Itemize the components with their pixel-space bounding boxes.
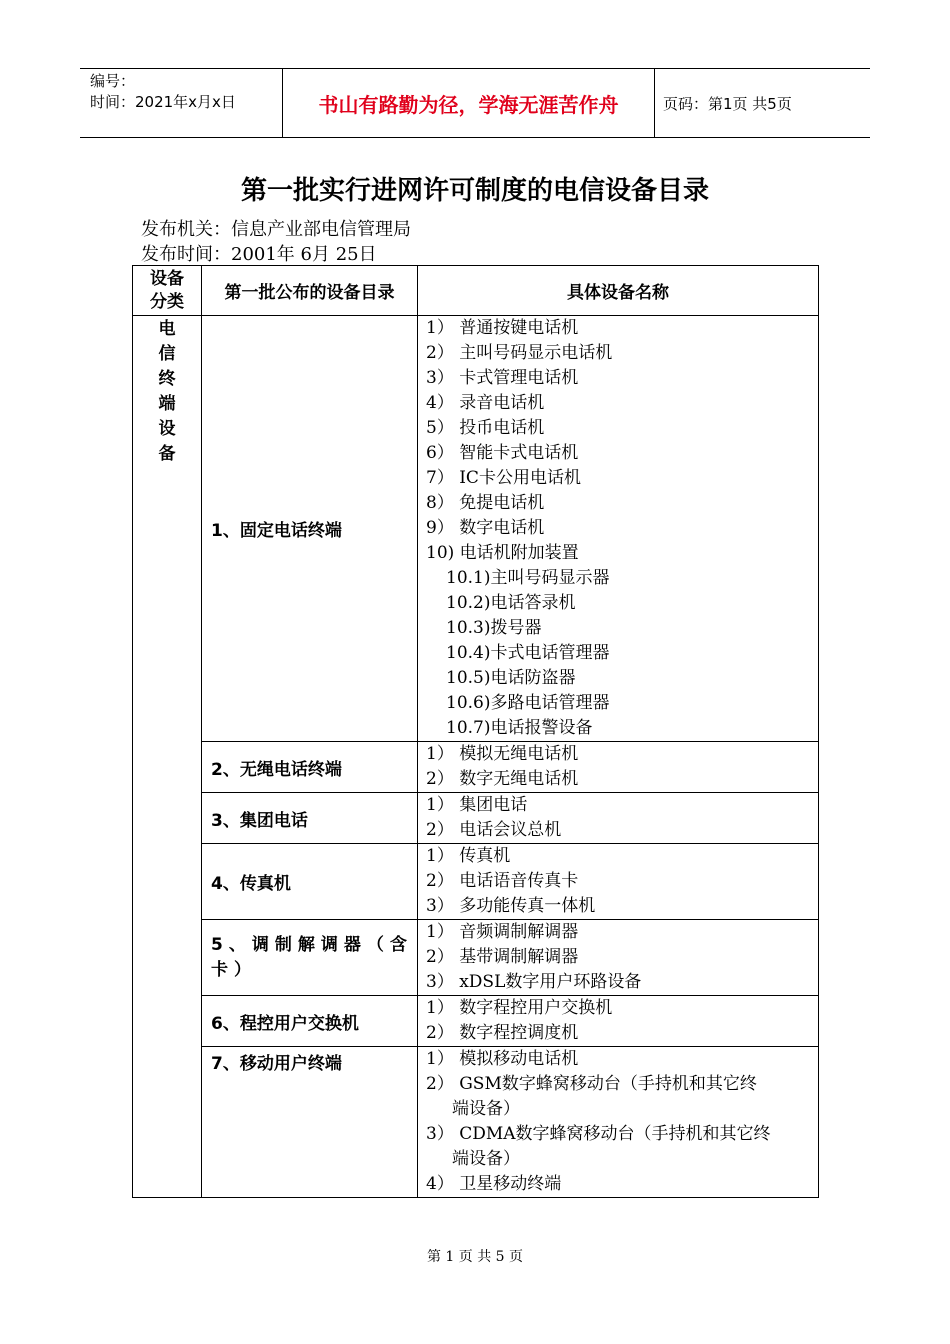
table-row xyxy=(133,316,819,742)
header-device-names: 具体设备名称 xyxy=(418,266,819,316)
document-title: 第一批实行进网许可制度的电信设备目录 xyxy=(240,176,709,206)
table-row xyxy=(133,742,819,793)
device-item: 3） xDSL数字用户环路设备 xyxy=(426,972,642,992)
directory-cell: 4、传真机 xyxy=(202,844,418,920)
header-motto: 书山有路勤为径，学海无涯苦作舟 xyxy=(282,69,655,137)
device-item: 1） 普通按键电话机 xyxy=(426,318,579,338)
device-item: 2） 电话语音传真卡 xyxy=(426,871,579,891)
issue-date: 发布时间：2001年 6月 25日 xyxy=(141,244,377,265)
device-item: 1） 音频调制解调器 xyxy=(426,922,579,942)
device-item: 2） GSM数字蜂窝移动台（手持机和其它终 xyxy=(426,1074,757,1094)
header-category xyxy=(133,266,202,316)
device-item: 3） 多功能传真一体机 xyxy=(426,896,596,916)
device-item: 10.6)多路电话管理器 xyxy=(446,693,610,713)
page-footer: 第 1 页 共 5 页 xyxy=(426,1249,524,1265)
directory-cell: 2、无绳电话终端 xyxy=(202,742,418,793)
device-item: 4） 卫星移动终端 xyxy=(426,1174,562,1194)
device-item: 8） 免提电话机 xyxy=(426,493,545,513)
device-item: 4） 录音电话机 xyxy=(426,393,545,413)
device-item: 10.3)拨号器 xyxy=(446,618,542,638)
device-item: 10.4)卡式电话管理器 xyxy=(446,643,610,663)
device-item: 5） 投币电话机 xyxy=(426,418,545,438)
device-item: 3） 卡式管理电话机 xyxy=(426,368,579,388)
issuer: 发布机关：信息产业部电信管理局 xyxy=(141,219,411,240)
device-item: 1） 传真机 xyxy=(426,846,511,866)
device-item: 端设备） xyxy=(452,1099,520,1119)
directory-cell: 5、调制解调器（含卡） xyxy=(202,920,418,996)
device-names-cell xyxy=(418,316,819,742)
header-date: 时间：2021年x月x日 xyxy=(90,93,236,111)
device-item: 3） CDMA数字蜂窝移动台（手持机和其它终 xyxy=(426,1124,771,1144)
header-page-info: 页码：第1页 共5页 xyxy=(663,94,792,113)
directory-cell: 1、固定电话终端 xyxy=(202,316,418,742)
table-header-row xyxy=(133,266,819,316)
device-item: 10.2)电话答录机 xyxy=(446,593,576,613)
table-row xyxy=(133,996,819,1047)
device-item: 2） 数字程控调度机 xyxy=(426,1023,579,1043)
header-directory: 第一批公布的设备目录 xyxy=(202,266,418,316)
device-names-cell xyxy=(418,793,819,844)
category-cell: 电 信 终 端 设 备 xyxy=(133,316,202,1198)
device-names-cell xyxy=(418,996,819,1047)
device-item: 1） 数字程控用户交换机 xyxy=(426,998,613,1018)
device-names-cell xyxy=(418,920,819,996)
directory-cell: 3、集团电话 xyxy=(202,793,418,844)
device-item: 端设备） xyxy=(452,1149,520,1169)
device-item: 1） 模拟无绳电话机 xyxy=(426,744,579,764)
header-number: 编号： xyxy=(90,72,136,90)
device-names-cell xyxy=(418,742,819,793)
device-names-cell xyxy=(418,1047,819,1198)
page-header xyxy=(80,68,870,138)
directory-cell: 7、移动用户终端 xyxy=(202,1047,418,1198)
table-row xyxy=(133,1047,819,1198)
equipment-table xyxy=(132,265,819,1198)
table-row xyxy=(133,920,819,996)
table-row xyxy=(133,793,819,844)
device-item: 10.1)主叫号码显示器 xyxy=(446,568,610,588)
table-row xyxy=(133,844,819,920)
device-item: 2） 基带调制解调器 xyxy=(426,947,579,967)
device-item: 1） 模拟移动电话机 xyxy=(426,1049,579,1069)
device-item: 6） 智能卡式电话机 xyxy=(426,443,579,463)
device-item: 2） 数字无绳电话机 xyxy=(426,769,579,789)
header-category-label: 设备 分类 xyxy=(150,268,184,312)
header-left xyxy=(80,69,282,137)
device-names-cell xyxy=(418,844,819,920)
directory-cell: 6、程控用户交换机 xyxy=(202,996,418,1047)
device-item: 10.5)电话防盗器 xyxy=(446,668,576,688)
device-item: 1） 集团电话 xyxy=(426,795,528,815)
device-item: 7） IC卡公用电话机 xyxy=(426,468,581,488)
device-item: 10.7)电话报警设备 xyxy=(446,718,593,738)
device-item: 10) 电话机附加装置 xyxy=(426,543,579,563)
device-item: 2） 主叫号码显示电话机 xyxy=(426,343,613,363)
device-item: 9） 数字电话机 xyxy=(426,518,545,538)
device-item: 2） 电话会议总机 xyxy=(426,820,562,840)
